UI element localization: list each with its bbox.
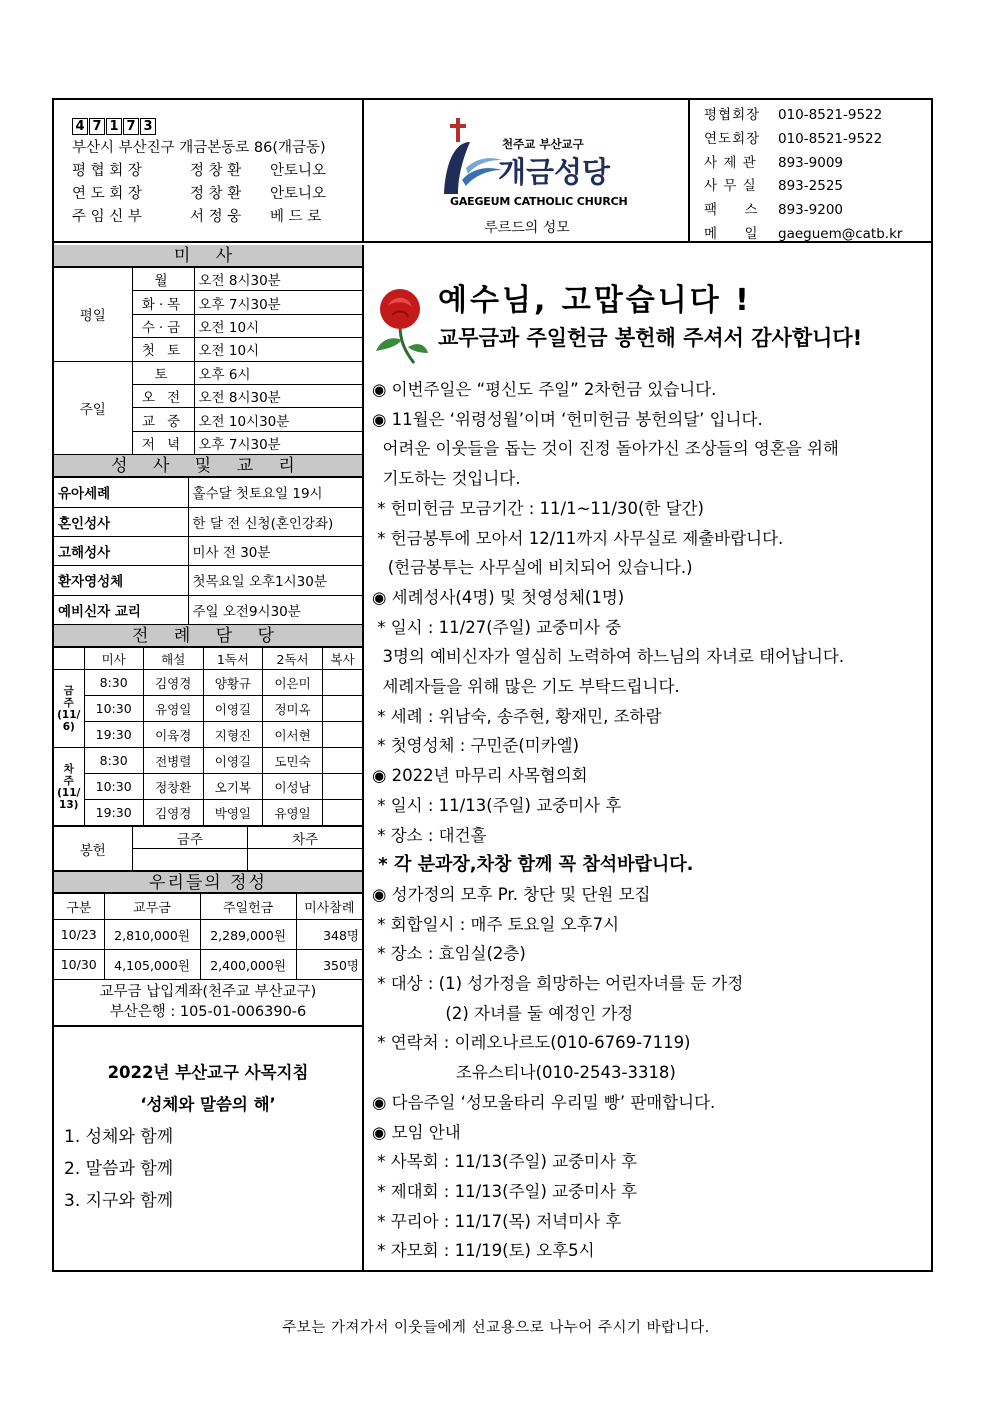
address: 부산시 부산진구 개금본동로 86(개금동) <box>72 140 326 156</box>
notice-line: * 장소 : 효임실(2층) <box>372 944 526 964</box>
notice-line: ◉ 성가정의 모후 Pr. 창단 및 단원 모집 <box>372 884 651 904</box>
notice-line: ◉ 세례성사(4명) 및 첫영성체(1명) <box>372 587 625 607</box>
church-name-en: GAEGEUM CATHOLIC CHURCH <box>450 195 628 208</box>
footer-note: 주보는 가져가서 이웃들에게 선교용으로 나누어 주시기 바랍니다. <box>282 1320 710 1336</box>
officer-row: 연 도 회 장 정 창 환 안토니오 <box>72 186 327 202</box>
notice-line: ◉ 11월은 ‘위령성월’이며 ‘헌미헌금 봉헌의달’ 입니다. <box>372 409 763 429</box>
notice-line: 어려운 이웃들을 돕는 것이 진정 돌아가신 조상들의 영혼을 위해 <box>372 439 839 459</box>
contact-block <box>692 100 931 241</box>
patron-name: 루르드의 성모 <box>484 220 570 236</box>
notice-line: * 꾸리아 : 11/17(목) 저녁미사 후 <box>372 1211 622 1231</box>
guideline-item: 1. 성체와 함께 <box>64 1127 174 1148</box>
subheadline: 교무금과 주일헌금 봉헌해 주셔서 감사합니다! <box>438 326 863 350</box>
notice-column <box>366 245 931 1272</box>
officer-row: 평 협 회 장 정 창 환 안토니오 <box>72 163 327 179</box>
sacrament-table: 유아세례 홀수달 첫토요일 19시 혼인성사 한 달 전 신청(혼인강좌) 고해성사 미사 전 30분 환자영성체 첫목요일 오후1시30분 예비신자 교리 주일 오전9시30분 <box>54 477 362 625</box>
sacrament-section-title: 성 사 및 교 리 <box>54 455 362 477</box>
mass-section-title: 미 사 <box>54 245 362 267</box>
notice-line: * 헌미헌금 모금기간 : 11/1~11/30(한 달간) <box>372 498 704 518</box>
liturgy-duty-table: 미사 해설 1독서 2독서 복사 금 주 (11/ 6) 8:30 김영경 양황규 이은미 10:30 유영일 이영길 정미옥 19:30 이육경 지형진 이서현 차 주 (11/ 13) 8:30 전병렬 이영길 도민숙 10:30 정창환 오기복 이성남 19:30 김영경 박영일 유영일 <box>54 647 362 826</box>
notice-line: ◉ 2022년 마무리 사목협의회 <box>372 766 588 786</box>
notice-line: * 회합일시 : 매주 토요일 오후7시 <box>372 914 620 934</box>
offering-stats-table: 구분 교무금 주일헌금 미사참례 10/23 2,810,000원 2,289,000원 348명 10/30 4,105,000원 2,400,000원 350명 <box>54 893 362 980</box>
notice-line: 조유스티나(010-2543-3318) <box>372 1063 676 1083</box>
notice-line: ◉ 다음주일 ‘성모울타리 우리밀 빵’ 판매합니다. <box>372 1092 716 1112</box>
zip-digit: 3 <box>140 118 156 135</box>
notice-line: (헌금봉투는 사무실에 비치되어 있습니다.) <box>372 558 693 578</box>
sunday-label: 주일 <box>54 361 132 455</box>
left-column <box>54 245 364 1272</box>
notice-line: * 첫영성체 : 구민준(미카엘) <box>372 736 580 756</box>
zip-code <box>72 118 362 135</box>
notice-line: * 일시 : 11/13(주일) 교중미사 후 <box>372 795 622 815</box>
mass-schedule-table: 평일 월 오전 8시30분 화·목 오후 7시30분 수·금 오전 10시 첫 토 오전 10시 주일 토 오후 6시 오 전 오전 8시30분 교 중 오전 10시30분 저 녁 오후 7시30분 <box>54 267 362 455</box>
offering-label: 봉헌 <box>54 827 132 871</box>
notice-line: 세례자들을 위해 많은 기도 부탁드립니다. <box>372 677 680 697</box>
church-logo-block <box>366 100 690 241</box>
notice-line: * 제대회 : 11/13(주일) 교중미사 후 <box>372 1181 638 1201</box>
notice-line: * 자모회 : 11/19(토) 오후5시 <box>372 1241 595 1261</box>
notice-line: ◉ 이번주일은 “평신도 주일” 2차헌금 있습니다. <box>372 380 717 399</box>
notice-line: * 대상 : (1) 성가정을 희망하는 어린자녀를 둔 가정 <box>372 974 744 994</box>
address-block <box>54 100 364 241</box>
notice-line: * 세례 : 위남숙, 송주현, 황재민, 조하람 <box>372 706 662 726</box>
contact-row: 팩 스 893-9200 <box>704 202 843 219</box>
diocese-name: 천주교 부산교구 <box>502 137 584 151</box>
liturgy-section-title: 전 례 담 당 <box>54 625 362 647</box>
guideline-item: 2. 말씀과 함께 <box>64 1159 174 1180</box>
notice-line: 3명의 예비신자가 열심히 노력하여 하느님의 자녀로 태어납니다. <box>372 647 845 667</box>
contact-row: 연도회장 010-8521-9522 <box>704 130 883 147</box>
pastoral-guideline <box>54 1027 362 1217</box>
notice-line: (2) 자녀를 둘 예정인 가정 <box>372 1003 634 1023</box>
notice-line: * 사목회 : 11/13(주일) 교중미사 후 <box>372 1152 638 1172</box>
notice-line: ◉ 모임 안내 <box>372 1122 461 1142</box>
headline: 예수님, 고맙습니다 ! <box>438 283 752 318</box>
church-name: 개금성당 <box>498 155 611 189</box>
contact-row: 메 일 gaeguem@catb.kr <box>704 225 903 242</box>
stats-section-title: 우리들의 정성 <box>54 871 362 893</box>
next-week-label: 차 주 (11/ 13) <box>54 748 84 826</box>
zip-digit: 1 <box>106 118 122 135</box>
offering-table: 봉헌 금주 차주 <box>54 826 362 871</box>
notice-line: * 연락처 : 이레오나르도(010-6769-7119) <box>372 1033 691 1053</box>
zip-digit: 7 <box>123 118 139 135</box>
guideline-title: 2022년 부산교구 사목지침 <box>107 1063 309 1083</box>
bulletin-header <box>54 100 931 243</box>
notice-line: * 헌금봉투에 모아서 12/11까지 사무실로 제출바랍니다. <box>372 528 784 548</box>
weekday-label: 평일 <box>54 268 132 362</box>
guideline-subtitle: ‘성체와 말씀의 해’ <box>140 1095 276 1115</box>
notice-line: * 일시 : 11/27(주일) 교중미사 중 <box>372 617 622 637</box>
tithe-account: 교무금 납입계좌(천주교 부산교구) 부산은행 : 105-01-006390-6 <box>54 980 362 1027</box>
notice-line: 기도하는 것입니다. <box>372 469 521 489</box>
church-logo-icon <box>436 116 506 196</box>
contact-row: 평협회장 010-8521-9522 <box>704 107 883 123</box>
contact-row: 사 제 관 893-9009 <box>704 154 843 171</box>
officer-row: 주 임 신 부 서 정 웅 베 드 로 <box>72 209 322 225</box>
bulletin-frame <box>52 98 933 1272</box>
contact-row: 사 무 실 893-2525 <box>704 178 843 195</box>
this-week-label: 금 주 (11/ 6) <box>54 670 84 748</box>
zip-digit: 7 <box>89 118 105 135</box>
notice-line: * 장소 : 대건홀 <box>372 825 487 845</box>
notice-body <box>372 375 928 1266</box>
guideline-item: 3. 지구와 함께 <box>64 1191 174 1212</box>
notice-line: * 각 분과장,차창 함께 꼭 참석바랍니다. <box>372 854 694 876</box>
zip-digit: 4 <box>72 118 88 135</box>
rose-icon <box>370 285 430 365</box>
